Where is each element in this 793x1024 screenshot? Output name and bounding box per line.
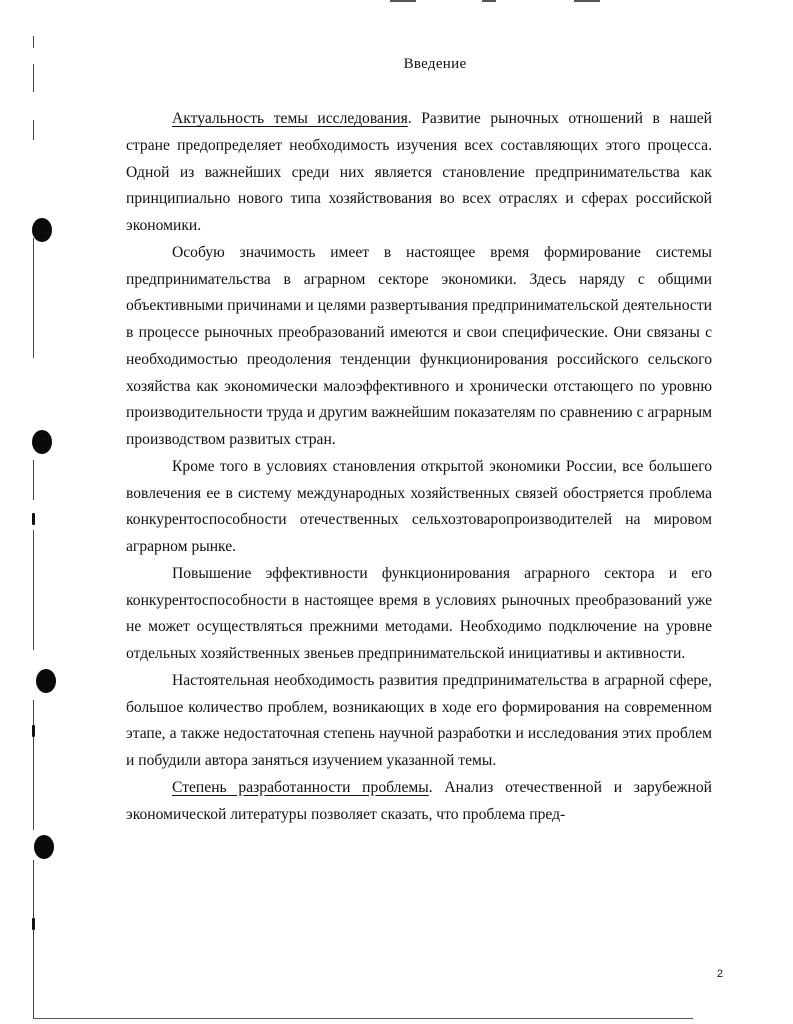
punch-hole <box>36 669 56 693</box>
paragraph-text: . Анализ отечественной и зарубежной экономической литературы позволяет сказать, что проблема пред- <box>126 778 712 823</box>
paragraph-text: Кроме того в условиях становления открытой экономики России, все большего вовлечения ее в систему международных хозяйственных связей обостряется проблема конкурентоспособности отечественных сельхозтоваропроизводителей на мировом аграрном рынке. <box>126 457 712 555</box>
scan-artifact-top-3 <box>574 0 600 2</box>
page-title: Введение <box>403 56 467 72</box>
punch-hole <box>32 218 52 242</box>
punch-hole <box>32 430 52 454</box>
scan-artifact-tick <box>32 725 35 737</box>
paragraph-lead-research-degree: Степень разработанности проблемы <box>172 778 429 796</box>
scan-artifact-top-1 <box>390 0 416 2</box>
paragraph-relevance <box>126 106 712 240</box>
scan-artifact-tick <box>32 513 35 525</box>
scan-artifact-top-2 <box>482 0 496 2</box>
paragraph <box>126 454 712 561</box>
paragraph <box>126 668 712 775</box>
paragraph-text: Повышение эффективности функционирования аграрного сектора и его конкурентоспособности в настоящее время в условиях рыночных преобразований уже не может осуществляться прежними методами. Необходимо подключение на уровне отдельных хозяйственных звеньев предпринимательской инициативы и активности. <box>126 564 712 662</box>
paragraph <box>126 240 712 454</box>
punch-hole <box>34 835 54 859</box>
scan-artifact-tick <box>32 918 35 930</box>
paragraph-lead-relevance: Актуальность темы исследования <box>172 110 408 127</box>
paragraph <box>126 561 712 668</box>
left-margin-rule <box>33 860 34 1018</box>
bottom-margin-rule <box>33 1018 693 1019</box>
paragraph-text: Особую значимость имеет в настоящее время формирование системы предпринимательства в аграрном секторе экономики. Здесь наряду с общими объективными причинами и целями развертывания предпринимательской деятельности в процессе рыночных преобразований имеются и свои специфические. Они связаны с необходимостью преодоления тенденции функционирования российского сельского хозяйства как экономически малоэффективного и хронически отстающего по уровню производительности труда и другим важнейшим показателям по сравнению с аграрным производством развитых стран. <box>126 243 712 448</box>
paragraph-text: . Развитие рыночных отношений в нашей стране предопределяет необходимость изучения всех составляющих этого процесса. Одной из важнейших среди них является становление предпринимательства как принципиально нового типа хозяйствования во всех отраслях и сферах российской экономики. <box>126 110 712 234</box>
page-number: 2 <box>716 968 723 980</box>
left-margin-rule <box>33 460 34 500</box>
left-margin-rule <box>33 700 34 830</box>
body-text <box>126 106 712 828</box>
left-margin-rule <box>33 530 34 650</box>
left-margin-rule <box>33 238 34 358</box>
paragraph-text: Настоятельная необходимость развития предпринимательства в аграрной сфере, большое количество проблем, возникающих в ходе его формирования на современном этапе, а также недостаточная степень научной разработки и исследования этих проблем и побудили автора заняться изучением указанной темы. <box>126 671 712 769</box>
paragraph-research-degree <box>126 775 712 829</box>
left-margin-rule <box>33 120 34 140</box>
left-margin-rule <box>33 36 34 48</box>
